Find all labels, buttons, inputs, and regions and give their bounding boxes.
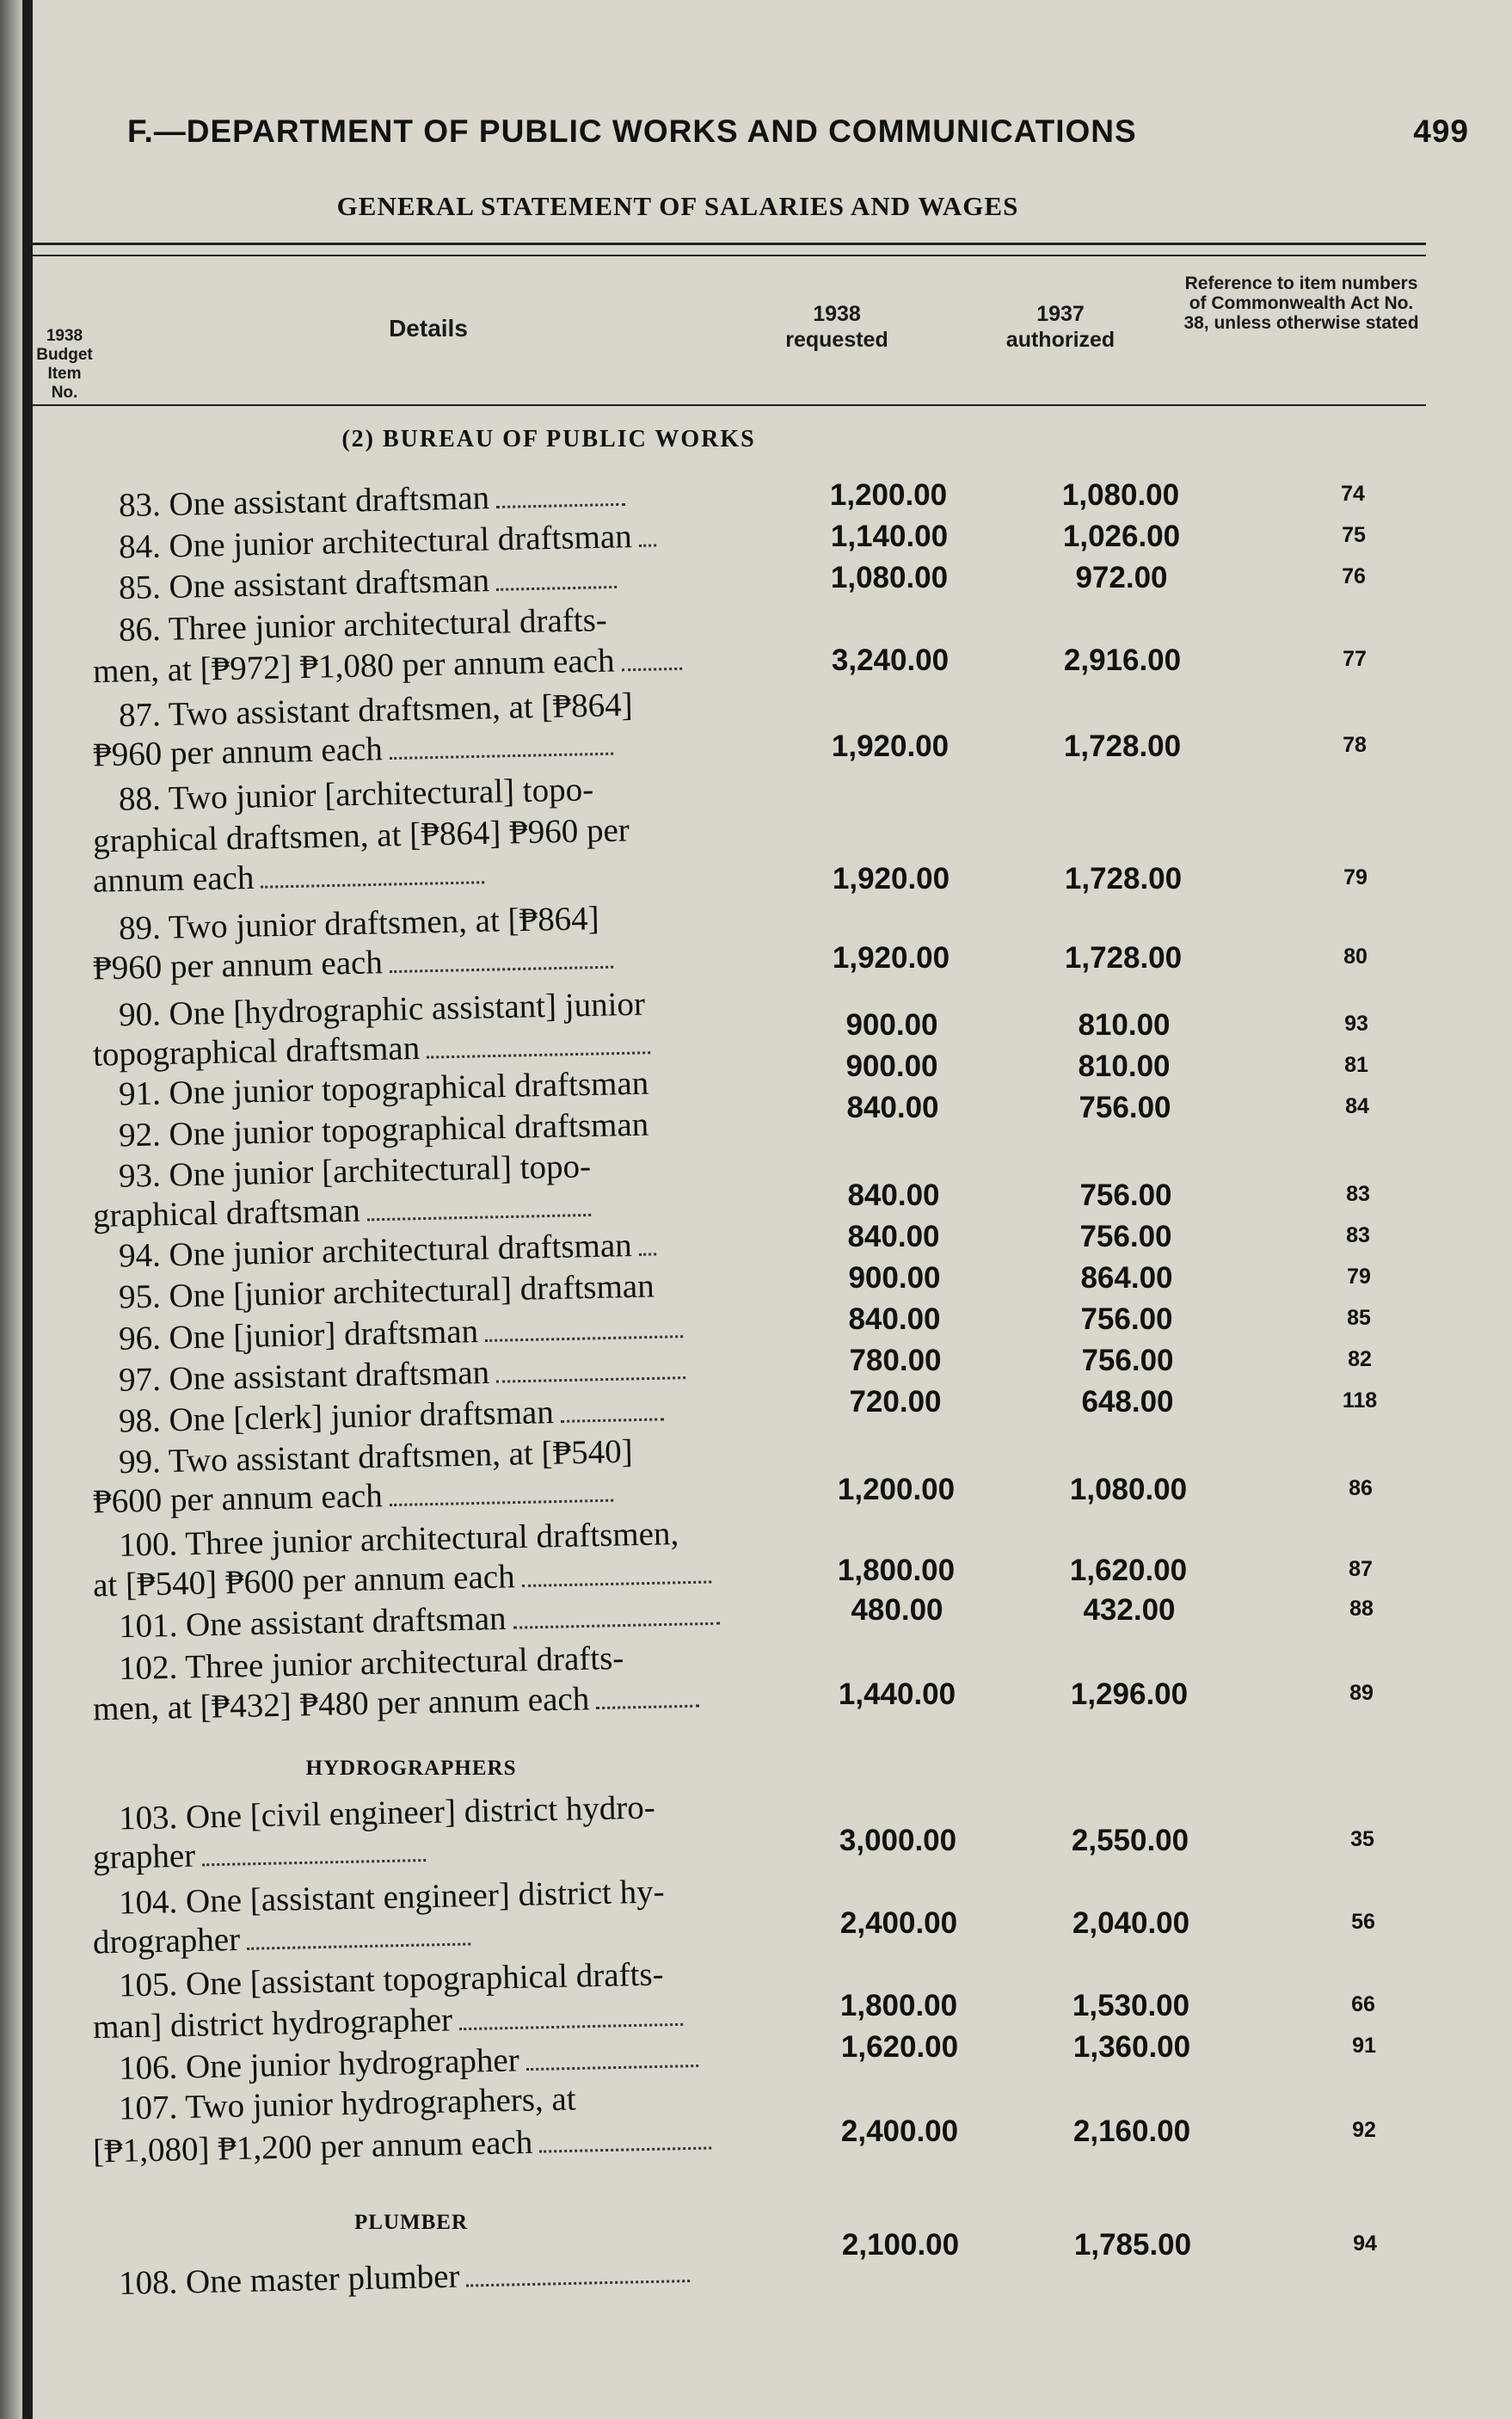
requested-amount: 1,920.00 xyxy=(832,862,950,896)
detail-line: 88. Two junior [architectural] topo- xyxy=(118,771,594,818)
top-rule-2 xyxy=(33,255,1426,256)
authorized-amount: 1,026.00 xyxy=(1062,520,1181,553)
requested-amount: 840.00 xyxy=(846,1091,939,1124)
reference-number: 82 xyxy=(1348,1347,1372,1371)
dot-leader xyxy=(522,1580,711,1587)
reference-number: 86 xyxy=(1349,1476,1373,1500)
reference-number: 83 xyxy=(1346,1182,1370,1206)
authorized-amount: 1,728.00 xyxy=(1064,862,1183,896)
dot-leader xyxy=(459,2023,683,2030)
reference-number: 81 xyxy=(1344,1053,1368,1077)
dot-leader xyxy=(390,753,613,760)
requested-amount: 1,080.00 xyxy=(830,561,949,594)
reference-number: 77 xyxy=(1343,647,1367,671)
reference-number: 88 xyxy=(1349,1597,1374,1621)
detail-line: 107. Two junior hydrographers, at xyxy=(118,2080,577,2127)
requested-amount: 480.00 xyxy=(851,1593,943,1627)
detail-line: 91. One junior topographical draftsman xyxy=(118,1064,649,1113)
dot-leader xyxy=(485,1335,683,1342)
requested-amount: 1,440.00 xyxy=(838,1677,956,1711)
reference-number: 79 xyxy=(1347,1265,1371,1289)
requested-amount: 1,140.00 xyxy=(830,520,949,553)
reference-number: 87 xyxy=(1349,1557,1373,1581)
authorized-amount: 1,728.00 xyxy=(1064,941,1183,975)
dot-leader xyxy=(496,586,617,591)
authorized-amount: 2,550.00 xyxy=(1071,1824,1189,1857)
detail-line: 94. One junior architectural draftsman xyxy=(119,1226,656,1275)
detail-line: 101. One assistant draftsman xyxy=(119,1596,720,1647)
reference-number: 35 xyxy=(1350,1827,1374,1851)
detail-line: grapher xyxy=(93,1832,427,1877)
column-authorized: 1937 authorized xyxy=(1005,302,1116,352)
detail-line: 104. One [assistant engineer] district hy- xyxy=(118,1873,666,1922)
requested-amount: 2,400.00 xyxy=(840,2114,959,2148)
column-item-no: 1938 Budget Item No. xyxy=(36,327,93,402)
detail-line: 97. One assistant draftsman xyxy=(119,1350,686,1400)
detail-line: topographical draftsman xyxy=(93,1025,651,1074)
requested-amount: 720.00 xyxy=(849,1385,942,1419)
authorized-amount: 432.00 xyxy=(1083,1593,1176,1627)
requested-amount: 3,000.00 xyxy=(839,1824,957,1857)
authorized-amount: 1,080.00 xyxy=(1069,1473,1188,1506)
reference-number: 91 xyxy=(1352,2034,1376,2058)
reference-number: 92 xyxy=(1352,2118,1376,2142)
reference-number: 76 xyxy=(1342,564,1366,588)
header-bottom-rule xyxy=(33,404,1426,406)
detail-line: graphical draftsman xyxy=(93,1187,592,1235)
column-reference: Reference to item numbers of Commonwealth Act No. 38, unless otherwise stated xyxy=(1183,274,1419,333)
detail-line: ₱600 per annum each xyxy=(93,1473,614,1522)
requested-amount: 780.00 xyxy=(849,1344,942,1377)
detail-line: 93. One junior [architectural] topo- xyxy=(118,1148,592,1195)
authorized-amount: 864.00 xyxy=(1080,1261,1173,1295)
detail-line: 89. Two junior draftsmen, at [₱864] xyxy=(118,900,600,947)
authorized-amount: 972.00 xyxy=(1075,561,1168,594)
dot-leader xyxy=(247,1942,470,1949)
detail-line: 108. One master plumber xyxy=(119,2253,691,2303)
detail-line: 87. Two assistant draftsmen, at [₱864] xyxy=(118,686,634,735)
reference-number: 78 xyxy=(1343,733,1367,757)
dot-leader xyxy=(261,881,485,888)
detail-line: 96. One [junior] draftsman xyxy=(119,1308,684,1358)
detail-line: 86. Three junior architectural drafts- xyxy=(118,601,608,649)
document-page xyxy=(33,0,1512,2419)
requested-amount: 840.00 xyxy=(847,1220,940,1253)
dot-leader xyxy=(202,1859,426,1866)
subhead-plumber: PLUMBER xyxy=(354,2211,468,2234)
authorized-amount: 1,530.00 xyxy=(1072,1989,1190,2022)
reference-number: 83 xyxy=(1346,1223,1370,1247)
book-binding xyxy=(0,0,22,2419)
dot-leader xyxy=(467,2280,691,2287)
authorized-amount: 756.00 xyxy=(1079,1179,1172,1212)
detail-line: 98. One [clerk] junior draftsman xyxy=(119,1391,665,1440)
authorized-amount: 756.00 xyxy=(1079,1220,1172,1253)
dot-leader xyxy=(639,544,656,546)
requested-amount: 1,800.00 xyxy=(839,1989,958,2022)
requested-amount: 900.00 xyxy=(845,1008,938,1042)
dot-leader xyxy=(561,1418,664,1423)
detail-line: man] district hydrographer xyxy=(93,1997,684,2047)
reference-number: 56 xyxy=(1351,1910,1375,1934)
authorized-amount: 756.00 xyxy=(1080,1302,1173,1336)
authorized-amount: 810.00 xyxy=(1078,1008,1171,1042)
authorized-amount: 2,160.00 xyxy=(1073,2114,1191,2148)
reference-number: 74 xyxy=(1341,482,1365,506)
detail-line: 102. Three junior architectural drafts- xyxy=(118,1639,624,1688)
requested-amount: 3,240.00 xyxy=(831,643,950,677)
detail-line: 84. One junior architectural draftsman xyxy=(119,517,656,566)
detail-line: 95. One [junior architectural] draftsman xyxy=(118,1267,655,1316)
detail-line: men, at [₱432] ₱480 per annum each xyxy=(93,1678,700,1729)
reference-number: 75 xyxy=(1342,523,1366,547)
requested-amount: 900.00 xyxy=(845,1049,938,1083)
authorized-amount: 1,080.00 xyxy=(1061,478,1180,512)
top-rule xyxy=(33,243,1426,245)
statement-title: GENERAL STATEMENT OF SALARIES AND WAGES xyxy=(336,191,1019,221)
detail-line: 100. Three junior architectural draftsmen, xyxy=(118,1515,679,1564)
requested-amount: 2,100.00 xyxy=(841,2228,960,2262)
reference-number: 84 xyxy=(1345,1094,1369,1118)
dot-leader xyxy=(390,966,613,973)
authorized-amount: 1,728.00 xyxy=(1063,729,1182,763)
detail-line: [₱1,080] ₱1,200 per annum each xyxy=(93,2120,712,2170)
authorized-amount: 2,040.00 xyxy=(1072,1906,1190,1940)
dot-leader xyxy=(513,1622,720,1629)
authorized-amount: 1,620.00 xyxy=(1069,1554,1188,1587)
column-details: Details xyxy=(389,315,468,342)
detail-line: 105. One [assistant topographical drafts- xyxy=(118,1955,664,2004)
dot-leader xyxy=(427,1051,650,1058)
dot-leader xyxy=(596,1705,699,1710)
dot-leader xyxy=(390,1499,613,1506)
detail-line: 90. One [hydrographic assistant] junior xyxy=(118,985,646,1034)
reference-number: 118 xyxy=(1342,1388,1378,1413)
authorized-amount: 648.00 xyxy=(1081,1385,1174,1419)
detail-line: drographer xyxy=(93,1916,471,1961)
reference-number: 80 xyxy=(1343,945,1368,969)
detail-line: ₱960 per annum each xyxy=(93,726,614,775)
reference-number: 94 xyxy=(1353,2231,1377,2256)
requested-amount: 1,920.00 xyxy=(831,729,950,763)
reference-number: 89 xyxy=(1349,1681,1374,1705)
requested-amount: 1,800.00 xyxy=(837,1554,956,1587)
section-title: (2) BUREAU OF PUBLIC WORKS xyxy=(341,426,756,452)
dot-leader xyxy=(539,2146,711,2152)
authorized-amount: 2,916.00 xyxy=(1063,643,1182,677)
subhead-hydrographers: HYDROGRAPHERS xyxy=(305,1757,517,1780)
requested-amount: 1,200.00 xyxy=(837,1473,956,1506)
detail-line: 99. Two assistant draftsmen, at [₱540] xyxy=(118,1432,634,1481)
authorized-amount: 1,296.00 xyxy=(1070,1677,1189,1711)
detail-line: men, at [₱972] ₱1,080 per annum each xyxy=(93,641,682,691)
authorized-amount: 810.00 xyxy=(1078,1049,1171,1083)
dot-leader xyxy=(496,1376,685,1383)
dot-leader xyxy=(496,503,625,508)
reference-number: 66 xyxy=(1351,1992,1375,2016)
detail-line: ₱960 per annum each xyxy=(93,939,614,988)
detail-line: 103. One [civil engineer] district hydro- xyxy=(118,1788,656,1837)
requested-amount: 840.00 xyxy=(848,1302,941,1336)
reference-number: 85 xyxy=(1347,1306,1371,1330)
page-number: 499 xyxy=(1413,114,1469,149)
detail-line: 85. One assistant draftsman xyxy=(119,559,618,607)
page-header xyxy=(127,114,1469,150)
authorized-amount: 756.00 xyxy=(1081,1344,1174,1377)
requested-amount: 1,200.00 xyxy=(829,478,948,512)
requested-amount: 1,920.00 xyxy=(832,941,950,975)
dot-leader xyxy=(367,1214,591,1221)
dot-leader xyxy=(526,2065,698,2071)
reference-number: 93 xyxy=(1344,1012,1368,1036)
department-title: F.—DEPARTMENT OF PUBLIC WORKS AND COMMUNICATIONS xyxy=(127,114,1137,149)
authorized-amount: 756.00 xyxy=(1079,1091,1171,1124)
column-requested: 1938 requested xyxy=(785,302,888,352)
dot-leader xyxy=(622,668,682,671)
detail-line: 106. One junior hydrographer xyxy=(119,2038,698,2088)
detail-line: 92. One junior topographical draftsman xyxy=(118,1105,649,1154)
authorized-amount: 1,360.00 xyxy=(1073,2030,1191,2064)
authorized-amount: 1,785.00 xyxy=(1073,2228,1192,2262)
requested-amount: 840.00 xyxy=(847,1179,940,1212)
detail-line: graphical draftsmen, at [₱864] ₱960 per xyxy=(92,811,630,860)
requested-amount: 900.00 xyxy=(848,1261,941,1295)
requested-amount: 2,400.00 xyxy=(839,1906,958,1940)
detail-line: annum each xyxy=(93,854,485,901)
dot-leader xyxy=(639,1253,656,1255)
detail-line: at [₱540] ₱600 per annum each xyxy=(93,1554,711,1604)
reference-number: 79 xyxy=(1343,865,1368,889)
requested-amount: 1,620.00 xyxy=(840,2030,959,2064)
detail-line: 83. One assistant draftsman xyxy=(119,477,626,525)
